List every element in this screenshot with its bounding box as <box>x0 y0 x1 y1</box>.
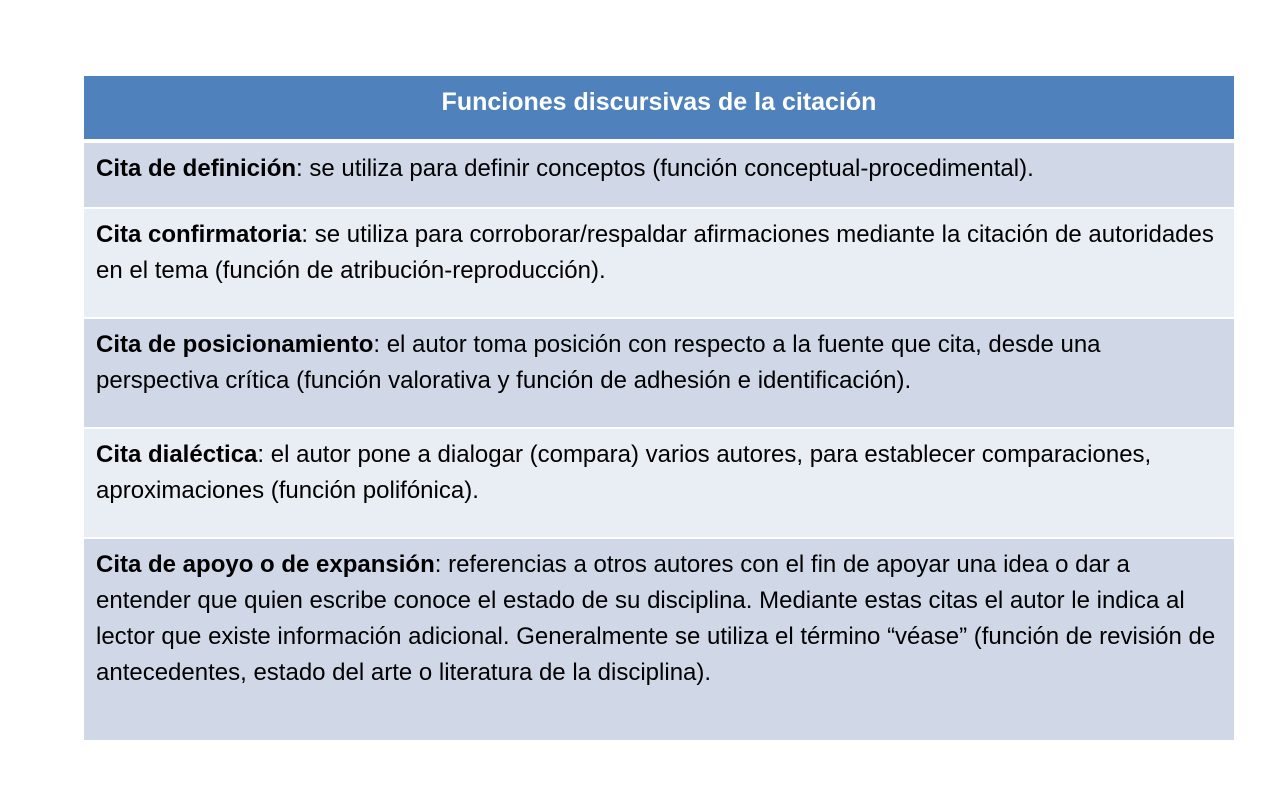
table-header: Funciones discursivas de la citación <box>84 76 1234 139</box>
table-row-confirmatory <box>84 207 1234 317</box>
row-term: Cita de definición <box>96 155 297 182</box>
row-term: Cita dialéctica <box>96 441 258 468</box>
citation-functions-table <box>84 76 1234 740</box>
row-term: Cita confirmatoria <box>96 221 302 248</box>
row-term: Cita de apoyo o de expansión <box>96 551 435 578</box>
table-row-dialectic <box>84 427 1234 537</box>
row-text: : el autor pone a dialogar (compara) varios autores, para establecer comparaciones, aproximaciones (función polifónica). <box>96 441 1152 504</box>
row-term: Cita de posicionamiento <box>96 331 374 358</box>
row-text: : se utiliza para corroborar/respaldar afirmaciones mediante la citación de autoridades en el tema (función de atribución-reproducción). <box>96 221 1214 284</box>
table-row-support <box>84 537 1234 740</box>
table-row-positioning <box>84 317 1234 427</box>
row-text: : se utiliza para definir conceptos (función conceptual-procedimental). <box>296 155 1034 182</box>
row-text: : el autor toma posición con respecto a la fuente que cita, desde una perspectiva crítica (función valorativa y función de adhesión e identificación). <box>96 331 1101 394</box>
row-text: : referencias a otros autores con el fin de apoyar una idea o dar a entender que quien escribe conoce el estado de su disciplina. Mediante estas citas el autor le indica al lector que existe información adicional. Generalmente se utiliza el término “véase” (función de revisión de antecedentes, estado del arte o literatura de la disciplina). <box>96 551 1216 686</box>
table-row-definition <box>84 139 1234 207</box>
